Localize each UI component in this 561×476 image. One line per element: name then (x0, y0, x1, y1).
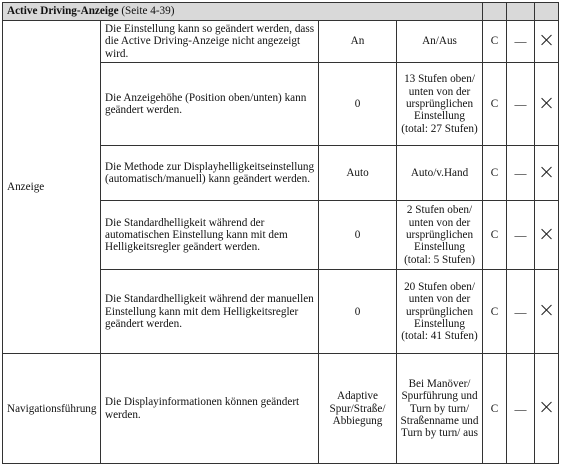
category-anzeige: Anzeige (3, 21, 101, 354)
section-header-row (3, 3, 559, 21)
row-default: Auto (319, 146, 397, 201)
header-blank-dash (507, 3, 535, 21)
row-description: Die Standardhelligkeit während der automatischen Einstellung kann mit dem Helligkeitsregler geändert werden. (101, 201, 319, 270)
row-col-dash: — (507, 63, 535, 146)
row-col-x (535, 21, 559, 63)
x-mark-icon (541, 304, 553, 316)
row-default: Adaptive Spur/Straße/ Abbiegung (319, 354, 397, 464)
row-col-x (535, 201, 559, 270)
header-blank-c (483, 3, 507, 21)
row-default: 0 (319, 270, 397, 354)
row-col-x (535, 146, 559, 201)
row-default: 0 (319, 201, 397, 270)
row-options: 13 Stufen oben/ unten von der ursprünglichen Einstellung (total: 27 Stufen) (397, 63, 483, 146)
row-default: 0 (319, 63, 397, 146)
row-col-x (535, 63, 559, 146)
row-options: Auto/v.Hand (397, 146, 483, 201)
row-description: Die Displayinformationen können geändert werden. (101, 354, 319, 464)
row-col-c: C (483, 21, 507, 63)
row-col-c: C (483, 146, 507, 201)
row-options: 20 Stufen oben/ unten von der ursprünglichen Einstellung (total: 41 Stufen) (397, 270, 483, 354)
section-header (3, 3, 483, 21)
section-title: Active Driving-Anzeige (7, 5, 119, 18)
header-blank-x (535, 3, 559, 21)
x-mark-icon (541, 228, 553, 240)
row-col-c: C (483, 354, 507, 464)
x-mark-icon (541, 34, 553, 46)
row-description: Die Standardhelligkeit während der manuellen Einstellung kann mit dem Helligkeitsregler geändert werden. (101, 270, 319, 354)
x-mark-icon (541, 97, 553, 109)
row-col-dash: — (507, 21, 535, 63)
section-page-ref: (Seite 4-39) (121, 5, 175, 18)
table-row (3, 21, 559, 63)
x-mark-icon (541, 401, 553, 413)
row-options: 2 Stufen oben/ unten von der ursprünglichen Einstellung (total: 5 Stufen) (397, 201, 483, 270)
row-options: An/Aus (397, 21, 483, 63)
row-default: An (319, 21, 397, 63)
row-col-dash: — (507, 201, 535, 270)
row-col-c: C (483, 201, 507, 270)
row-col-c: C (483, 63, 507, 146)
x-mark-icon (541, 166, 553, 178)
row-col-c: C (483, 270, 507, 354)
row-col-dash: — (507, 354, 535, 464)
row-description: Die Einstellung kann so geändert werden, dass die Active Driving-Anzeige nicht angezeigt wird. (101, 21, 319, 63)
row-col-dash: — (507, 146, 535, 201)
row-col-x (535, 270, 559, 354)
table-row (3, 354, 559, 464)
row-col-x (535, 354, 559, 464)
row-col-dash: — (507, 270, 535, 354)
row-options: Bei Manöver/ Spurführung und Turn by turn/ Straßenname und Turn by turn/ aus (397, 354, 483, 464)
row-description: Die Methode zur Displayhelligkeitseinstellung (automatisch/manuell) kann geändert werden. (101, 146, 319, 201)
category-navigation: Navigationsführung (3, 354, 101, 464)
row-description: Die Anzeigehöhe (Position oben/unten) kann geändert werden. (101, 63, 319, 146)
settings-table (2, 2, 559, 464)
